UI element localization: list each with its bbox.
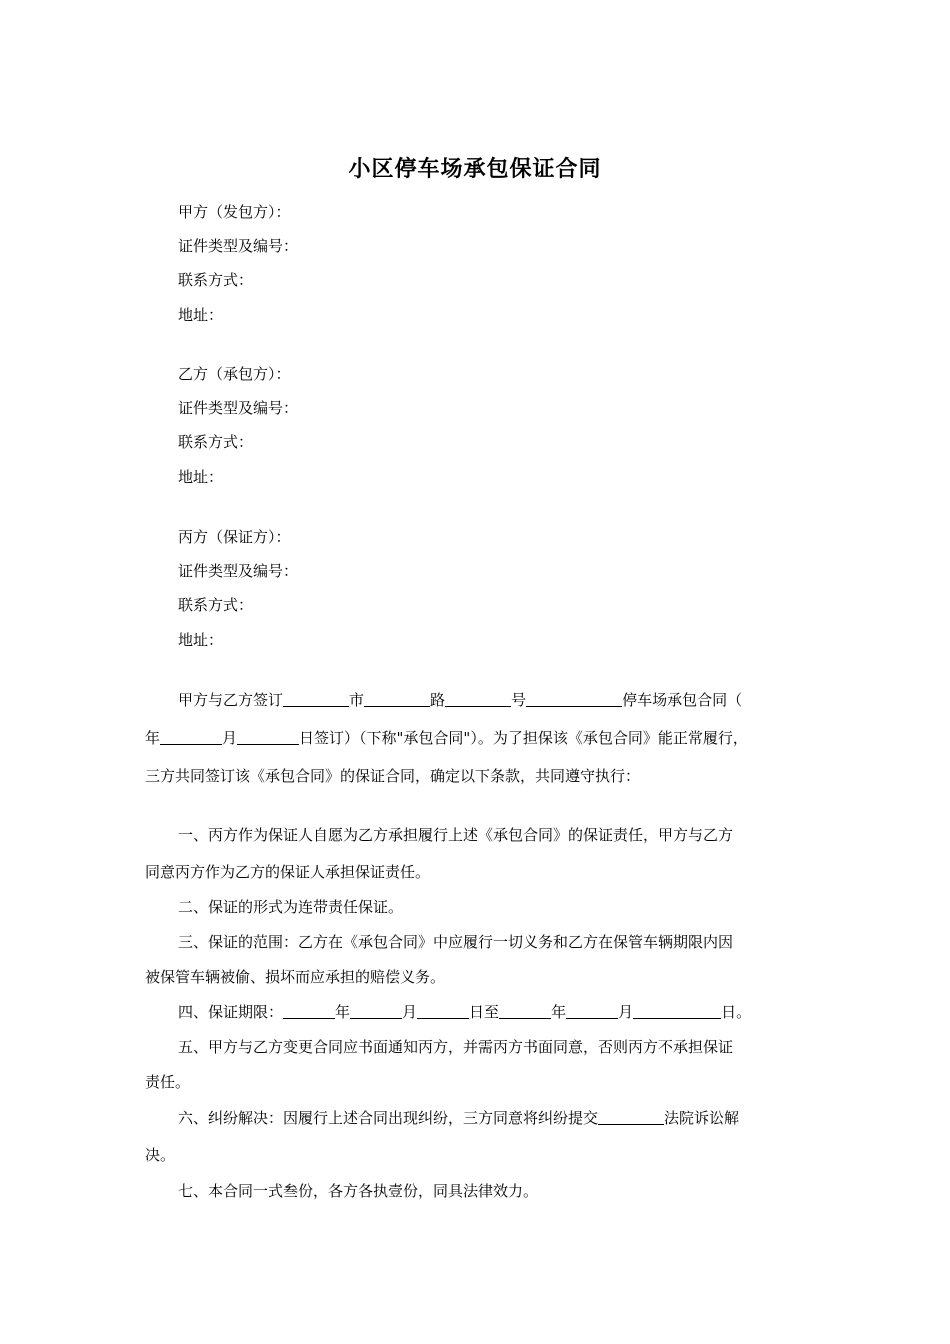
start-month-blank xyxy=(350,1003,402,1019)
clause-text: 年 xyxy=(551,1003,567,1021)
clause-text: 年 xyxy=(335,1003,351,1021)
intro-line-3: 三方共同签订该《承包合同》的保证合同，确定以下条款，共同遵守执行： xyxy=(145,767,641,785)
parking-name-blank xyxy=(526,691,622,707)
intro-line-2 xyxy=(145,728,748,748)
sign-year-blank xyxy=(160,729,222,745)
clause-text: 月 xyxy=(618,1003,634,1021)
party-c-contact-label: 联系方式： xyxy=(178,596,254,614)
clause-3-line-2: 被保管车辆被偷、损坏而应承担的赔偿义务。 xyxy=(145,968,446,986)
party-b-contact-label: 联系方式： xyxy=(178,433,254,451)
clause-text: 月 xyxy=(402,1003,418,1021)
party-a-contact-label: 联系方式： xyxy=(178,271,254,289)
party-c-address-label: 地址： xyxy=(178,631,224,649)
intro-text: 日签订）（下称"承包合同"）。为了担保该《承包合同》能正常履行， xyxy=(299,729,748,747)
end-day-blank xyxy=(633,1003,721,1019)
party-a-name-label: 甲方（发包方）： xyxy=(178,203,291,221)
clause-7: 七、本合同一式叁份，各方各执壹份，同具法律效力。 xyxy=(178,1182,539,1200)
city-blank xyxy=(283,691,349,707)
clause-6-line-2: 决。 xyxy=(145,1146,176,1164)
party-a-address-label: 地址： xyxy=(178,306,224,324)
party-b-id-label: 证件类型及编号： xyxy=(178,399,299,417)
intro-text: 市 xyxy=(349,691,365,709)
clause-text: 四、保证期限： xyxy=(178,1003,284,1021)
clause-text: 日。 xyxy=(721,1003,752,1021)
court-blank xyxy=(598,1109,664,1125)
intro-text: 停车场承包合同（ xyxy=(622,691,743,709)
party-a-id-label: 证件类型及编号： xyxy=(178,237,299,255)
clause-3-line-1: 三、保证的范围：乙方在《承包合同》中应履行一切义务和乙方在保管车辆期限内因 xyxy=(178,933,734,951)
number-blank xyxy=(445,691,511,707)
intro-line-1 xyxy=(178,690,742,710)
intro-text: 甲方与乙方签订 xyxy=(178,691,284,709)
document-title: 小区停车场承包保证合同 xyxy=(348,157,602,182)
clause-text: 日至 xyxy=(469,1003,500,1021)
clause-text: 法院诉讼解 xyxy=(664,1109,740,1127)
party-b-name-label: 乙方（承包方）： xyxy=(178,365,291,383)
party-b-address-label: 地址： xyxy=(178,468,224,486)
clause-5-line-1: 五、甲方与乙方变更合同应书面通知丙方，并需丙方书面同意，否则丙方不承担保证 xyxy=(178,1038,734,1056)
intro-text: 年 xyxy=(145,729,161,747)
clause-1-line-2: 同意丙方作为乙方的保证人承担保证责任。 xyxy=(145,863,431,881)
clause-5-line-2: 责任。 xyxy=(145,1073,191,1091)
clause-text: 六、纠纷解决：因履行上述合同出现纠纷，三方同意将纠纷提交 xyxy=(178,1109,599,1127)
sign-month-blank xyxy=(237,729,299,745)
intro-text: 月 xyxy=(222,729,238,747)
start-day-blank xyxy=(417,1003,469,1019)
party-c-name-label: 丙方（保证方）： xyxy=(178,528,291,546)
clause-4 xyxy=(178,1002,751,1022)
party-c-id-label: 证件类型及编号： xyxy=(178,562,299,580)
intro-text: 路 xyxy=(430,691,446,709)
end-month-blank xyxy=(566,1003,618,1019)
clause-6-line-1 xyxy=(178,1108,739,1128)
clause-2: 二、保证的形式为连带责任保证。 xyxy=(178,898,404,916)
start-year-blank xyxy=(283,1003,335,1019)
road-blank xyxy=(364,691,430,707)
end-year-blank xyxy=(499,1003,551,1019)
intro-text: 号 xyxy=(511,691,527,709)
clause-1-line-1: 一、丙方作为保证人自愿为乙方承担履行上述《承包合同》的保证责任，甲方与乙方 xyxy=(178,826,734,844)
